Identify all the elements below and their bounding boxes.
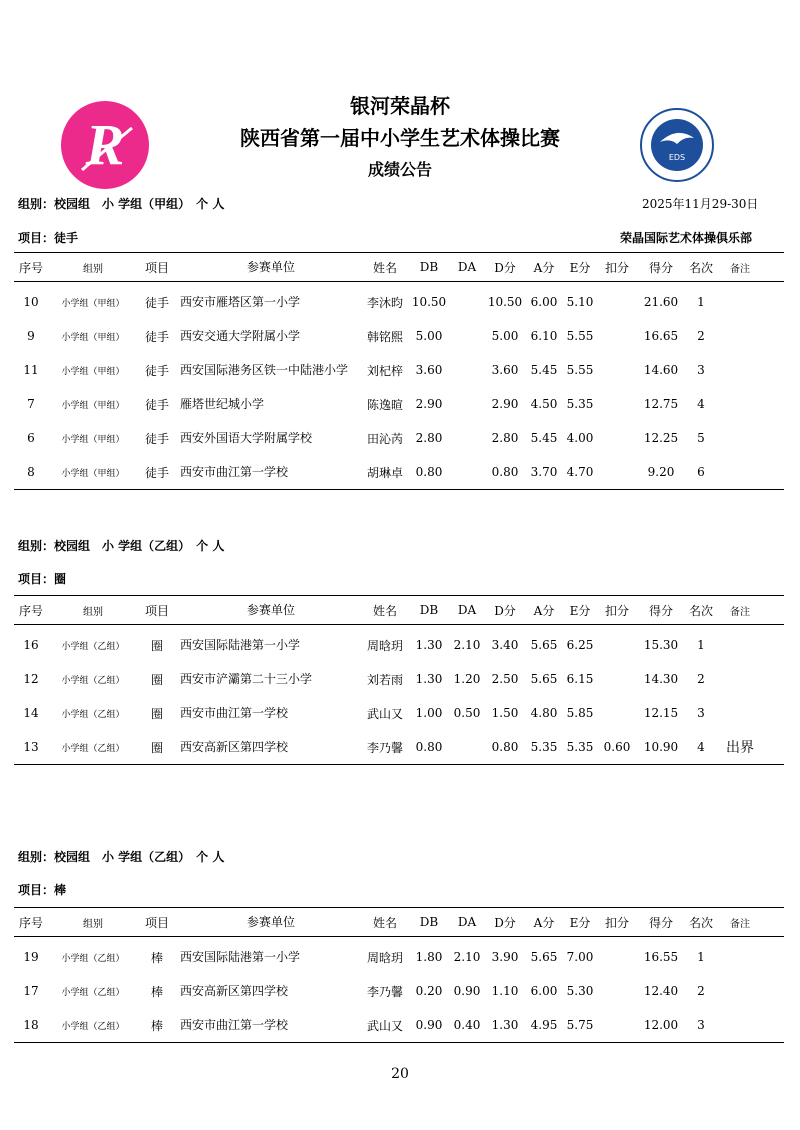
cell-db: 1.30: [415, 638, 443, 652]
cell-name: 刘杞梓: [366, 363, 403, 378]
cell-seq: 12: [23, 672, 39, 686]
cell-grp: 小学组（乙组）: [61, 953, 125, 964]
cell-seq: 14: [23, 706, 39, 720]
event-title: 银河荣晶杯: [350, 94, 450, 118]
cell-rank: 1: [697, 950, 705, 964]
cell-score: 12.25: [643, 431, 679, 445]
cell-d: 2.90: [491, 397, 519, 411]
cell-unit: 西安国际陆港第一小学: [180, 638, 301, 652]
table-row: [14, 662, 784, 696]
cell-rank: 2: [697, 672, 705, 686]
table-row: [14, 974, 784, 1008]
cell-e: 6.25: [566, 638, 594, 652]
cell-rank: 2: [697, 329, 705, 343]
cell-score: 12.00: [643, 1018, 679, 1032]
cell-seq: 6: [27, 431, 35, 445]
cell-a: 4.50: [530, 397, 558, 411]
cell-d: 10.50: [487, 295, 523, 309]
table-row: [14, 730, 784, 764]
cell-unit: 西安高新区第四学校: [180, 984, 289, 998]
cell-seq: 19: [23, 950, 39, 964]
cell-rank: 3: [697, 1018, 705, 1032]
cell-da: 2.10: [453, 950, 481, 964]
cell-grp: 小学组（甲组）: [61, 468, 125, 479]
cell-score: 9.20: [647, 465, 675, 479]
cell-db: 1.00: [415, 706, 443, 720]
cell-rank: 3: [697, 706, 705, 720]
cell-grp: 小学组（乙组）: [61, 641, 125, 652]
cell-a: 5.45: [530, 363, 558, 377]
cell-unit: 西安高新区第四学校: [180, 740, 289, 754]
cell-rank: 4: [697, 740, 705, 754]
competition-title: 陕西省第一届中小学生艺术体操比赛: [240, 126, 560, 150]
cell-d: 0.80: [491, 740, 519, 754]
cell-unit: 西安市曲江第一学校: [180, 1018, 289, 1032]
table-row: [14, 387, 784, 421]
cell-a: 5.65: [530, 638, 558, 652]
cell-rank: 1: [697, 638, 705, 652]
cell-seq: 16: [23, 638, 39, 652]
cell-grp: 小学组（甲组）: [61, 298, 125, 309]
cell-name: 胡琳卓: [366, 465, 403, 480]
cell-da: 0.90: [453, 984, 481, 998]
cell-unit: 西安国际港务区铁一中陆港小学: [180, 363, 349, 377]
cell-proj: 棒: [150, 1018, 163, 1033]
cell-grp: 小学组（甲组）: [61, 400, 125, 411]
cell-name: 陈逸暄: [366, 397, 403, 412]
cell-a: 3.70: [530, 465, 558, 479]
cell-proj: 棒: [150, 950, 163, 965]
logo-letter: R: [85, 112, 125, 177]
cell-proj: 徒手: [144, 397, 169, 412]
cell-db: 0.80: [415, 740, 443, 754]
cell-name: 周晗玥: [366, 950, 403, 965]
cell-score: 15.30: [643, 638, 679, 652]
cell-proj: 圈: [150, 638, 163, 653]
cell-unit: 西安市曲江第一学校: [180, 465, 289, 479]
cell-e: 5.35: [566, 397, 594, 411]
cell-name: 李乃馨: [366, 740, 403, 755]
cell-proj: 徒手: [144, 465, 169, 480]
cell-rank: 4: [697, 397, 705, 411]
cell-e: 5.30: [566, 984, 594, 998]
cell-score: 12.40: [643, 984, 679, 998]
event-date: 2025年11月29-30日: [642, 197, 759, 211]
cell-name: 武山又: [366, 706, 403, 721]
cell-a: 4.80: [530, 706, 558, 720]
cell-name: 李乃馨: [366, 984, 403, 999]
cell-name: 李沐昀: [366, 295, 403, 310]
cell-a: 5.45: [530, 431, 558, 445]
cell-grp: 小学组（乙组）: [61, 709, 125, 720]
results-table-3: [14, 907, 784, 1043]
cell-score: 14.30: [643, 672, 679, 686]
cell-da: 1.20: [453, 672, 481, 686]
cell-e: 4.70: [566, 465, 594, 479]
cell-e: 5.55: [566, 363, 594, 377]
cell-seq: 10: [23, 295, 39, 309]
cell-d: 1.30: [491, 1018, 519, 1032]
cell-proj: 圈: [150, 672, 163, 687]
cell-d: 5.00: [491, 329, 519, 343]
table-row: [14, 455, 784, 489]
cell-e: 5.55: [566, 329, 594, 343]
cell-rank: 1: [697, 295, 705, 309]
cell-unit: 西安市浐灞第二十三小学: [180, 672, 313, 686]
table-row: [14, 421, 784, 455]
cell-db: 1.80: [415, 950, 443, 964]
cell-score: 10.90: [643, 740, 679, 754]
cell-d: 2.50: [491, 672, 519, 686]
cell-d: 0.80: [491, 465, 519, 479]
cell-db: 2.90: [415, 397, 443, 411]
cell-score: 16.55: [643, 950, 679, 964]
cell-rank: 2: [697, 984, 705, 998]
cell-grp: 小学组（乙组）: [61, 743, 125, 754]
cell-db: 0.20: [415, 984, 443, 998]
cell-name: 田沁芮: [366, 431, 403, 446]
cell-note: 出界: [726, 740, 754, 756]
cell-a: 6.00: [530, 984, 558, 998]
cell-d: 3.90: [491, 950, 519, 964]
cell-grp: 小学组（乙组）: [61, 987, 125, 998]
cell-e: 5.10: [566, 295, 594, 309]
cell-e: 5.85: [566, 706, 594, 720]
cell-unit: 雁塔世纪城小学: [180, 397, 265, 411]
table-row: [14, 285, 784, 319]
cell-e: 5.35: [566, 740, 594, 754]
cell-db: 5.00: [415, 329, 443, 343]
seal-text: EDS: [668, 153, 686, 162]
cell-e: 6.15: [566, 672, 594, 686]
cell-rank: 5: [697, 431, 705, 445]
cell-da: 0.50: [453, 706, 481, 720]
cell-unit: 西安市雁塔区第一小学: [180, 295, 301, 309]
cell-a: 6.10: [530, 329, 558, 343]
cell-proj: 徒手: [144, 431, 169, 446]
cell-name: 韩铭熙: [366, 329, 403, 344]
cell-db: 2.80: [415, 431, 443, 445]
cell-grp: 小学组（乙组）: [61, 675, 125, 686]
cell-score: 12.15: [643, 706, 679, 720]
table-row: [14, 353, 784, 387]
section-1-item: 项目：徒手: [18, 231, 79, 245]
cell-seq: 7: [27, 397, 35, 411]
cell-unit: 西安外国语大学附属学校: [180, 431, 313, 445]
cell-db: 3.60: [415, 363, 443, 377]
cell-score: 14.60: [643, 363, 679, 377]
cell-db: 1.30: [415, 672, 443, 686]
table-row: [14, 696, 784, 730]
results-table-1: [14, 252, 784, 490]
section-3-group: 组别：校园组 小 学组（乙组） 个 人: [18, 850, 225, 864]
cell-score: 16.65: [643, 329, 679, 343]
cell-d: 2.80: [491, 431, 519, 445]
cell-k: 0.60: [603, 740, 631, 754]
cell-proj: 圈: [150, 706, 163, 721]
host-club: 荣晶国际艺术体操俱乐部: [620, 231, 753, 245]
cell-grp: 小学组（甲组）: [61, 434, 125, 445]
cell-d: 3.40: [491, 638, 519, 652]
cell-grp: 小学组（甲组）: [61, 332, 125, 343]
cell-e: 5.75: [566, 1018, 594, 1032]
cell-rank: 6: [697, 465, 705, 479]
cell-seq: 13: [23, 740, 39, 754]
cell-db: 0.90: [415, 1018, 443, 1032]
cell-rank: 3: [697, 363, 705, 377]
cell-db: 10.50: [411, 295, 447, 309]
cell-proj: 徒手: [144, 363, 169, 378]
cell-name: 武山又: [366, 1018, 403, 1033]
results-title: 成绩公告: [367, 160, 432, 179]
cell-proj: 徒手: [144, 295, 169, 310]
cell-proj: 棒: [150, 984, 163, 999]
cell-name: 周晗玥: [366, 638, 403, 653]
cell-a: 5.35: [530, 740, 558, 754]
cell-seq: 17: [23, 984, 39, 998]
cell-proj: 徒手: [144, 329, 169, 344]
cell-score: 21.60: [643, 295, 679, 309]
table-row: [14, 940, 784, 974]
cell-a: 5.65: [530, 950, 558, 964]
cell-d: 3.60: [491, 363, 519, 377]
page-number: 20: [391, 1066, 409, 1082]
cell-a: 4.95: [530, 1018, 558, 1032]
section-1-group: 组别：校园组 小 学组（甲组） 个 人: [18, 197, 225, 211]
cell-seq: 8: [27, 465, 35, 479]
cell-da: 2.10: [453, 638, 481, 652]
table-header: 序号 组别 项目 参赛单位 姓名 DB DA D分 A分 E分 扣分 得分 名次 备注: [18, 260, 750, 275]
cell-grp: 小学组（乙组）: [61, 1021, 125, 1032]
table-header: 序号 组别 项目 参赛单位 姓名 DB DA D分 A分 E分 扣分 得分 名次 备注: [18, 915, 750, 930]
section-2-item: 项目：圈: [18, 572, 67, 586]
table-row: [14, 1008, 784, 1042]
section-2-group: 组别：校园组 小 学组（乙组） 个 人: [18, 539, 225, 553]
section-3-item: 项目：棒: [18, 883, 67, 897]
cell-seq: 9: [27, 329, 35, 343]
cell-score: 12.75: [643, 397, 679, 411]
cell-unit: 西安国际陆港第一小学: [180, 950, 301, 964]
cell-a: 6.00: [530, 295, 558, 309]
cell-e: 7.00: [566, 950, 594, 964]
cell-seq: 11: [23, 363, 39, 377]
cell-d: 1.50: [491, 706, 519, 720]
cell-proj: 圈: [150, 740, 163, 755]
cell-name: 刘若雨: [366, 672, 403, 687]
cell-a: 5.65: [530, 672, 558, 686]
cell-da: 0.40: [453, 1018, 481, 1032]
table-row: [14, 319, 784, 353]
results-table-2: [14, 595, 784, 765]
cell-e: 4.00: [566, 431, 594, 445]
cell-unit: 西安市曲江第一学校: [180, 706, 289, 720]
cell-seq: 18: [23, 1018, 39, 1032]
cell-d: 1.10: [491, 984, 519, 998]
cell-unit: 西安交通大学附属小学: [180, 329, 301, 343]
table-header: 序号 组别 项目 参赛单位 姓名 DB DA D分 A分 E分 扣分 得分 名次 备注: [18, 603, 750, 618]
cell-grp: 小学组（甲组）: [61, 366, 125, 377]
cell-db: 0.80: [415, 465, 443, 479]
table-row: [14, 628, 784, 662]
